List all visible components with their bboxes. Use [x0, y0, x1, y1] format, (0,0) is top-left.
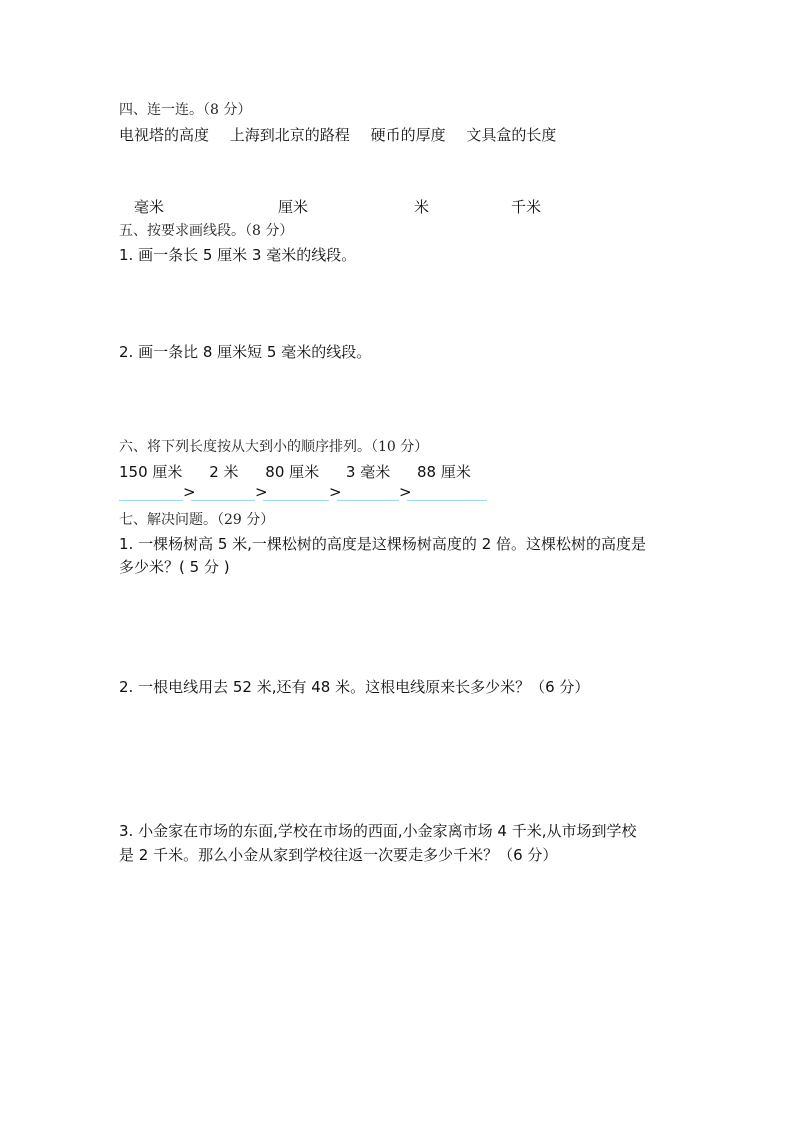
section5-heading: 五、按要求画线段。（8 分）	[119, 223, 294, 239]
section4-heading: 四、连一连。（8 分）	[119, 102, 252, 118]
answer-blank[interactable]	[119, 500, 183, 501]
match-unit-km[interactable]: 千米	[511, 198, 542, 216]
length-value: 3 毫米	[345, 463, 391, 481]
length-value: 80 厘米	[265, 463, 320, 481]
match-item-shanghai-beijing[interactable]: 上海到北京的路程	[229, 126, 350, 144]
answer-blank[interactable]	[337, 500, 399, 501]
greater-than-symbol: >	[255, 483, 268, 501]
length-value: 150 厘米	[119, 463, 183, 481]
section7-question-3-line2: 是 2 千米。那么小金从家到学校往返一次要走多少千米？（6 分）	[119, 846, 558, 864]
match-unit-mm[interactable]: 毫米	[134, 198, 165, 216]
match-item-tv-tower[interactable]: 电视塔的高度	[119, 126, 210, 144]
answer-blank[interactable]	[191, 500, 255, 501]
match-unit-m[interactable]: 米	[414, 198, 430, 216]
section7-question-1-line2: 多少米？( 5 分 )	[119, 558, 230, 576]
answer-blank[interactable]	[407, 500, 487, 501]
section7-question-2: 2. 一根电线用去 52 米,还有 48 米。这根电线原来长多少米？（6 分）	[119, 678, 590, 696]
greater-than-symbol: >	[399, 483, 412, 501]
length-value: 2 米	[209, 463, 239, 481]
match-item-coin[interactable]: 硬币的厚度	[370, 126, 446, 144]
section7-question-3-line1: 3. 小金家在市场的东面,学校在市场的西面,小金家离市场 4 千米,从市场到学校	[119, 822, 637, 840]
length-value: 88 厘米	[417, 463, 471, 481]
section5-question-1: 1. 画一条长 5 厘米 3 毫米的线段。	[119, 246, 357, 264]
section4-items	[119, 124, 556, 145]
match-unit-cm[interactable]: 厘米	[278, 198, 309, 216]
section5-question-2: 2. 画一条比 8 厘米短 5 毫米的线段。	[119, 343, 372, 361]
section7-question-1-line1: 1. 一棵杨树高 5 米,一棵松树的高度是这棵杨树高度的 2 倍。这棵松树的高度是	[119, 535, 647, 553]
section6-heading: 六、将下列长度按从大到小的顺序排列。（10 分）	[119, 439, 429, 455]
section7-heading: 七、解决问题。（29 分）	[119, 512, 275, 528]
greater-than-symbol: >	[329, 483, 342, 501]
match-item-pencil-box[interactable]: 文具盒的长度	[466, 126, 557, 144]
length-values	[119, 461, 471, 482]
greater-than-symbol: >	[183, 483, 196, 501]
answer-blank[interactable]	[263, 500, 329, 501]
